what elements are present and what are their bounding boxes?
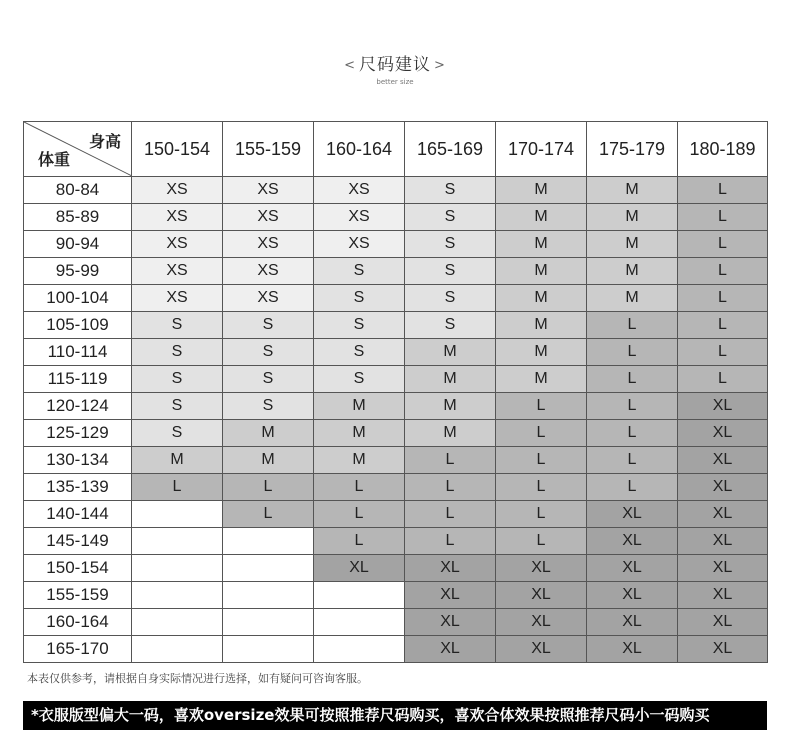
weight-range-cell: 165-170 — [24, 636, 132, 663]
size-cell: S — [405, 177, 496, 204]
size-cell: L — [496, 447, 587, 474]
size-cell: L — [496, 501, 587, 528]
size-cell: M — [132, 447, 223, 474]
size-cell: XS — [132, 204, 223, 231]
size-cell: XL — [587, 582, 678, 609]
size-cell: L — [587, 312, 678, 339]
weight-range-cell: 80-84 — [24, 177, 132, 204]
size-cell: M — [314, 447, 405, 474]
size-cell: XL — [587, 528, 678, 555]
size-cell: M — [587, 285, 678, 312]
size-cell: M — [314, 393, 405, 420]
size-cell: L — [587, 366, 678, 393]
size-cell: S — [223, 393, 314, 420]
size-cell: L — [405, 447, 496, 474]
table-row — [24, 312, 768, 339]
size-cell: S — [314, 258, 405, 285]
size-cell: XL — [678, 420, 768, 447]
table-row — [24, 393, 768, 420]
table-row — [24, 609, 768, 636]
size-cell: XL — [678, 582, 768, 609]
size-cell: XL — [678, 528, 768, 555]
size-cell: XL — [678, 501, 768, 528]
size-cell: M — [496, 366, 587, 393]
weight-axis-label: 体重 — [38, 150, 71, 169]
empty-cell — [223, 528, 314, 555]
size-cell: S — [132, 366, 223, 393]
weight-range-cell: 100-104 — [24, 285, 132, 312]
size-cell: L — [678, 285, 768, 312]
size-cell: XS — [223, 177, 314, 204]
table-body — [24, 177, 768, 663]
size-cell: L — [678, 204, 768, 231]
table-row — [24, 582, 768, 609]
footnote: 本表仅供参考，请根据自身实际情况进行选择，如有疑问可咨询客服。 — [27, 672, 368, 685]
height-column-header: 170-174 — [496, 122, 587, 177]
weight-range-cell: 160-164 — [24, 609, 132, 636]
size-cell: XL — [314, 555, 405, 582]
size-cell: S — [405, 231, 496, 258]
size-cell: L — [496, 393, 587, 420]
title-text: 尺码建议 — [359, 55, 431, 75]
page-title — [0, 55, 790, 77]
size-cell: L — [587, 339, 678, 366]
size-cell: XL — [405, 555, 496, 582]
weight-range-cell: 135-139 — [24, 474, 132, 501]
size-cell: M — [314, 420, 405, 447]
size-cell: XS — [314, 177, 405, 204]
size-cell: XS — [132, 177, 223, 204]
size-cell: XL — [678, 636, 768, 663]
size-cell: L — [223, 501, 314, 528]
weight-range-cell: 95-99 — [24, 258, 132, 285]
empty-cell — [132, 555, 223, 582]
height-column-header: 160-164 — [314, 122, 405, 177]
weight-range-cell: 145-149 — [24, 528, 132, 555]
empty-cell — [132, 528, 223, 555]
weight-range-cell: 115-119 — [24, 366, 132, 393]
size-cell: M — [405, 366, 496, 393]
size-cell: L — [496, 474, 587, 501]
size-cell: XL — [496, 582, 587, 609]
empty-cell — [132, 636, 223, 663]
size-cell: M — [496, 177, 587, 204]
size-cell: S — [314, 339, 405, 366]
size-cell: XS — [132, 285, 223, 312]
size-chart-table — [23, 121, 768, 663]
size-cell: M — [496, 339, 587, 366]
size-cell: L — [405, 528, 496, 555]
size-cell: XS — [314, 204, 405, 231]
size-cell: XL — [678, 393, 768, 420]
size-cell: L — [587, 420, 678, 447]
size-cell: M — [587, 231, 678, 258]
table-row — [24, 501, 768, 528]
size-cell: S — [314, 285, 405, 312]
table-row — [24, 636, 768, 663]
weight-range-cell: 85-89 — [24, 204, 132, 231]
size-cell: XL — [496, 636, 587, 663]
empty-cell — [223, 636, 314, 663]
right-arrow-decoration: > — [434, 58, 446, 73]
size-cell: M — [496, 312, 587, 339]
size-cell: L — [314, 501, 405, 528]
table-row — [24, 420, 768, 447]
size-cell: L — [678, 312, 768, 339]
height-column-header: 150-154 — [132, 122, 223, 177]
size-cell: L — [587, 474, 678, 501]
size-cell: XS — [132, 258, 223, 285]
left-arrow-decoration: < — [344, 58, 356, 73]
size-cell: L — [314, 474, 405, 501]
weight-range-cell: 120-124 — [24, 393, 132, 420]
size-cell: XL — [678, 609, 768, 636]
chart-header — [0, 55, 790, 86]
table-row — [24, 555, 768, 582]
size-cell: M — [587, 204, 678, 231]
size-cell: XL — [678, 447, 768, 474]
size-cell: S — [314, 366, 405, 393]
size-cell: S — [405, 285, 496, 312]
height-column-header: 165-169 — [405, 122, 496, 177]
size-cell: L — [405, 501, 496, 528]
table-row — [24, 447, 768, 474]
size-cell: XS — [223, 285, 314, 312]
empty-cell — [314, 582, 405, 609]
size-cell: S — [223, 366, 314, 393]
size-cell: M — [587, 177, 678, 204]
size-cell: S — [405, 258, 496, 285]
weight-range-cell: 130-134 — [24, 447, 132, 474]
size-cell: L — [223, 474, 314, 501]
table-row — [24, 204, 768, 231]
empty-cell — [223, 582, 314, 609]
size-cell: XL — [496, 609, 587, 636]
empty-cell — [132, 582, 223, 609]
size-cell: L — [314, 528, 405, 555]
size-cell: L — [678, 177, 768, 204]
size-cell: L — [678, 231, 768, 258]
height-column-header: 155-159 — [223, 122, 314, 177]
weight-range-cell: 155-159 — [24, 582, 132, 609]
size-cell: M — [405, 339, 496, 366]
size-cell: XL — [587, 501, 678, 528]
size-cell: XL — [678, 474, 768, 501]
size-cell: S — [405, 312, 496, 339]
table-row — [24, 177, 768, 204]
size-cell: XS — [223, 231, 314, 258]
size-cell: L — [587, 393, 678, 420]
empty-cell — [314, 609, 405, 636]
size-cell: XL — [587, 555, 678, 582]
size-cell: M — [405, 393, 496, 420]
size-cell: XL — [405, 582, 496, 609]
size-cell: M — [405, 420, 496, 447]
size-cell: XS — [132, 231, 223, 258]
size-cell: XL — [678, 555, 768, 582]
size-cell: XS — [314, 231, 405, 258]
corner-cell — [24, 122, 132, 177]
table-header-row — [24, 122, 768, 177]
size-cell: L — [405, 474, 496, 501]
table-row — [24, 285, 768, 312]
table-row — [24, 258, 768, 285]
size-cell: L — [132, 474, 223, 501]
size-cell: M — [223, 447, 314, 474]
table-row — [24, 366, 768, 393]
empty-cell — [223, 555, 314, 582]
size-cell: XL — [496, 555, 587, 582]
table-row — [24, 474, 768, 501]
size-cell: S — [132, 420, 223, 447]
size-cell: M — [587, 258, 678, 285]
empty-cell — [314, 636, 405, 663]
size-cell: XL — [587, 609, 678, 636]
size-cell: S — [132, 393, 223, 420]
size-cell: S — [405, 204, 496, 231]
size-cell: L — [678, 339, 768, 366]
empty-cell — [223, 609, 314, 636]
size-cell: M — [496, 285, 587, 312]
size-cell: XL — [405, 636, 496, 663]
page-subtitle: better size — [376, 78, 414, 86]
empty-cell — [132, 609, 223, 636]
size-cell: S — [223, 312, 314, 339]
size-cell: L — [496, 420, 587, 447]
size-cell: M — [223, 420, 314, 447]
weight-range-cell: 105-109 — [24, 312, 132, 339]
size-cell: L — [496, 528, 587, 555]
size-cell: S — [314, 312, 405, 339]
size-cell: M — [496, 258, 587, 285]
fit-advice-banner: *衣服版型偏大一码，喜欢oversize效果可按照推荐尺码购买，喜欢合体效果按照推荐尺码小一码购买 — [23, 701, 767, 730]
height-column-header: 175-179 — [587, 122, 678, 177]
size-cell: M — [496, 204, 587, 231]
size-cell: M — [496, 231, 587, 258]
weight-range-cell: 125-129 — [24, 420, 132, 447]
size-cell: XL — [587, 636, 678, 663]
table-row — [24, 528, 768, 555]
table-row — [24, 339, 768, 366]
height-axis-label: 身高 — [88, 132, 121, 151]
weight-range-cell: 90-94 — [24, 231, 132, 258]
empty-cell — [132, 501, 223, 528]
weight-range-cell: 140-144 — [24, 501, 132, 528]
size-cell: XL — [405, 609, 496, 636]
size-cell: S — [132, 312, 223, 339]
height-column-header: 180-189 — [678, 122, 768, 177]
size-cell: XS — [223, 258, 314, 285]
size-cell: L — [678, 366, 768, 393]
size-cell: XS — [223, 204, 314, 231]
size-cell: S — [223, 339, 314, 366]
size-cell: S — [132, 339, 223, 366]
size-cell: L — [587, 447, 678, 474]
weight-range-cell: 150-154 — [24, 555, 132, 582]
table-row — [24, 231, 768, 258]
size-cell: L — [678, 258, 768, 285]
weight-range-cell: 110-114 — [24, 339, 132, 366]
